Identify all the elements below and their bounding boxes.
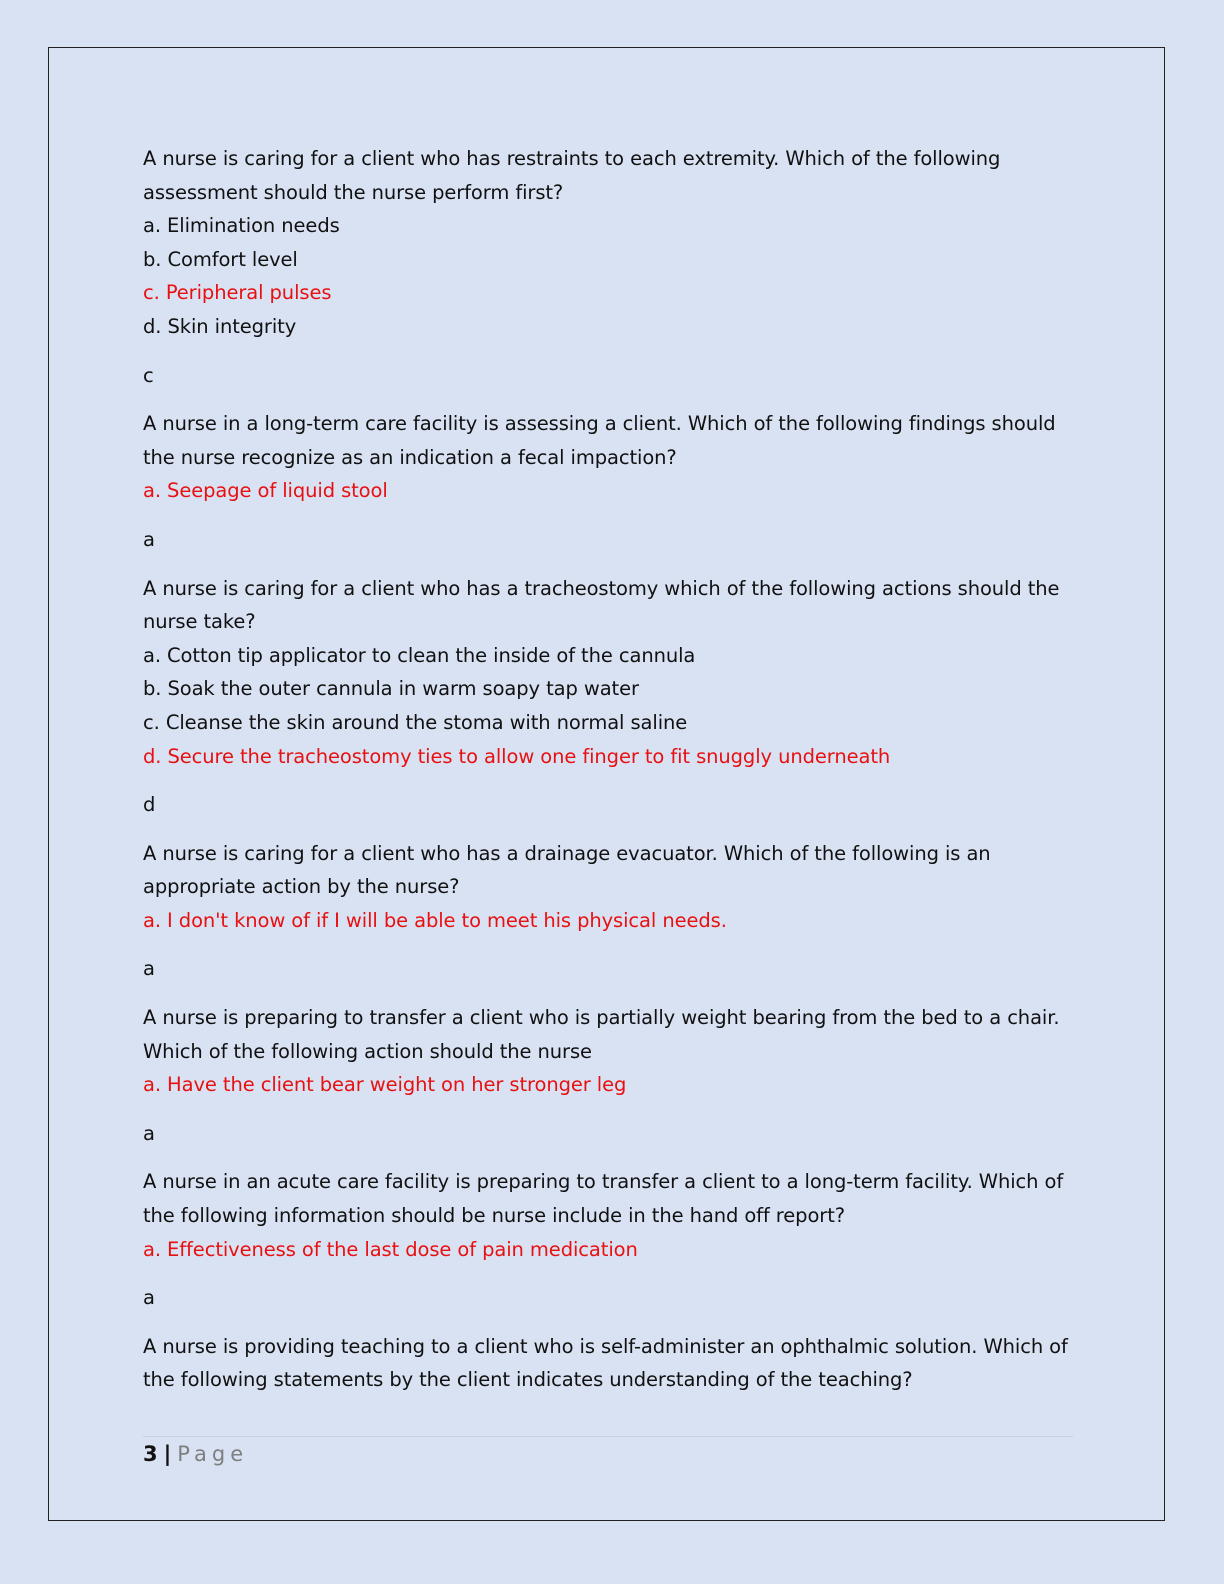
footer-rule xyxy=(143,1436,1073,1437)
question-block xyxy=(143,1165,1073,1314)
page-footer xyxy=(143,1440,248,1468)
footer-separator: | xyxy=(163,1442,172,1466)
correct-option: a. Seepage of liquid stool xyxy=(143,479,388,503)
answer-key: c xyxy=(143,363,154,387)
correct-option: d. Secure the tracheostomy ties to allow one finger to fit snuggly underneath xyxy=(143,744,891,768)
correct-option: a. Effectiveness of the last dose of pain medication xyxy=(143,1237,638,1261)
answer-key: a xyxy=(143,1286,155,1310)
question-block xyxy=(143,572,1073,822)
question-stem-line: appropriate action by the nurse? xyxy=(143,875,460,899)
answer-key: a xyxy=(143,1121,155,1145)
page-label: Page xyxy=(177,1442,249,1466)
question-stem-line: Which of the following action should the nurse xyxy=(143,1039,592,1063)
question-stem-line: A nurse is caring for a client who has restraints to each extremity. Which of the following xyxy=(143,147,1001,170)
answer-option: b. Comfort level xyxy=(143,247,298,271)
question-block xyxy=(143,407,1073,556)
question-stem-line: A nurse is providing teaching to a client who is self-administer an ophthalmic solution. Which of xyxy=(143,1334,1068,1358)
answer-option: b. Soak the outer cannula in warm soapy tap water xyxy=(143,677,639,701)
answer-option: d. Skin integrity xyxy=(143,314,297,338)
question-stem-line: A nurse is caring for a client who has a tracheostomy which of the following actions should the xyxy=(143,576,1060,600)
question-stem-line: A nurse is preparing to transfer a client who is partially weight bearing from the bed to a chair. xyxy=(143,1006,1060,1030)
answer-option: a. Cotton tip applicator to clean the inside of the cannula xyxy=(143,643,696,667)
question-stem-line: A nurse is caring for a client who has a drainage evacuator. Which of the following is an xyxy=(143,841,991,865)
answer-option: c. Cleanse the skin around the stoma with normal saline xyxy=(143,710,688,734)
question-stem-line: A nurse in a long-term care facility is assessing a client. Which of the following findings should xyxy=(143,412,1056,436)
question-stem-line: A nurse in an acute care facility is preparing to transfer a client to a long-term facility. Which of xyxy=(143,1170,1064,1194)
question-block xyxy=(143,1330,1073,1397)
answer-key: d xyxy=(143,793,156,817)
question-stem-line: the following information should be nurse include in the hand off report? xyxy=(143,1204,846,1228)
question-stem-line: nurse take? xyxy=(143,610,256,634)
page-number: 3 xyxy=(143,1442,158,1466)
question-block xyxy=(143,1001,1073,1150)
answer-key: a xyxy=(143,527,155,551)
question-stem-line: the nurse recognize as an indication a fecal impaction? xyxy=(143,445,677,469)
correct-option: a. Have the client bear weight on her stronger leg xyxy=(143,1073,627,1097)
answer-key: a xyxy=(143,957,155,981)
question-stem-line: the following statements by the client indicates understanding of the teaching? xyxy=(143,1368,913,1392)
correct-option: c. Peripheral pulses xyxy=(143,281,332,305)
question-stem-line: assessment should the nurse perform first? xyxy=(143,180,564,204)
question-block xyxy=(143,142,1073,392)
document-content xyxy=(143,142,1073,1397)
question-block xyxy=(143,837,1073,986)
answer-option: a. Elimination needs xyxy=(143,214,340,238)
correct-option: a. I don't know of if I will be able to meet his physical needs. xyxy=(143,908,727,932)
